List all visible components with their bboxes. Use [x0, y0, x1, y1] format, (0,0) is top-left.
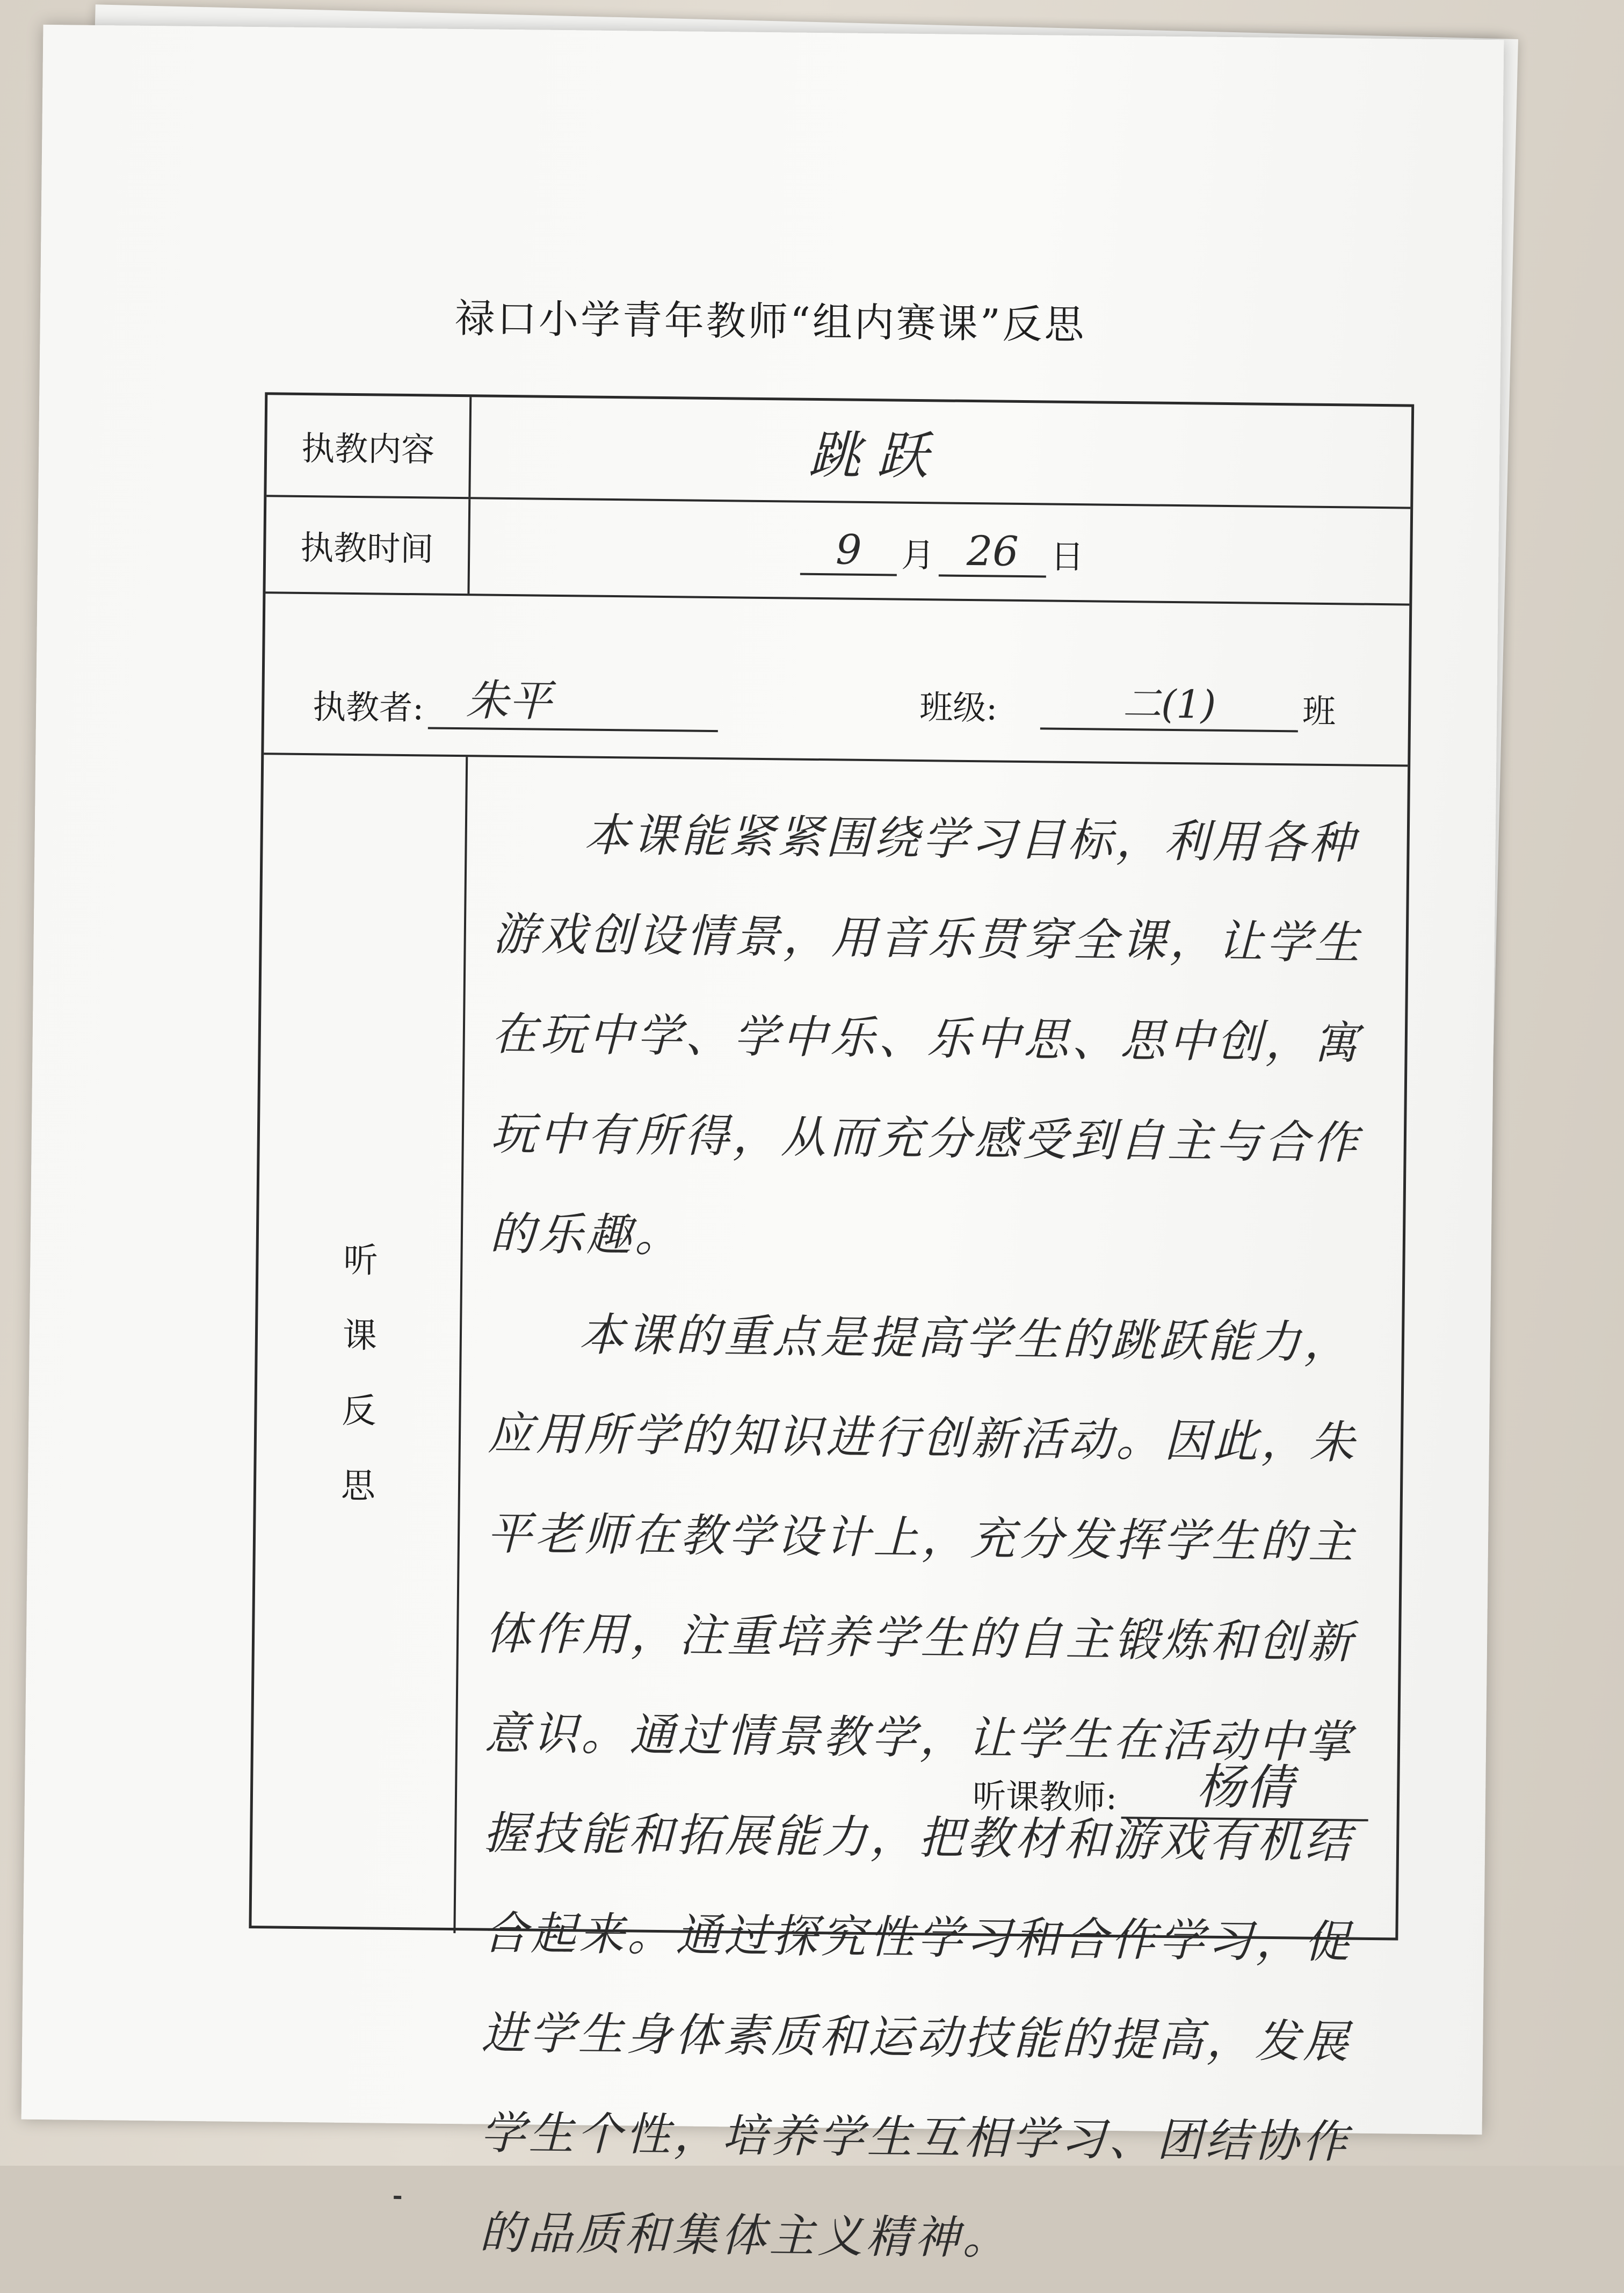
teacher-blank — [428, 665, 719, 732]
signer-field — [973, 1745, 1373, 1821]
content-value-cell — [470, 397, 1411, 507]
time-row — [265, 497, 1410, 605]
class-field — [919, 670, 1336, 733]
reflection-label-cell — [251, 755, 468, 1933]
reflection-paragraph: 本课能紧紧围绕学习目标，利用各种游戏创设情景，用音乐贯穿全课，让学生在玩中学、学中乐、乐中思、思中创，寓玩中有所得，从而充分感受到自主与合作的乐趣。 — [489, 808, 1364, 1262]
content-label: 执教内容 — [266, 395, 472, 497]
reflection-paragraph: 本课的重点是提高学生的跳跃能力，应用所学的知识进行创新活动。因此，朱平老师在教学设计上，充分发挥学生的主体作用，注重培养学生的自主锻炼和创新意识。通过情景教学，让学生在活动中掌握技能和拓展能力，把教材和游戏有机结合起来。通过探究性学习和合作学习，促进学生身体素质和运动技能的提高，发展学生个性，培养学生互相学习、团结协作的品质和集体主义精神。 — [479, 1308, 1358, 2265]
month-unit: 月 — [901, 535, 935, 575]
month-blank — [800, 525, 897, 576]
class-label: 班级: — [919, 688, 998, 728]
class-unit: 班 — [1302, 691, 1336, 732]
reflection-label — [336, 1223, 382, 1524]
time-value-cell — [469, 499, 1410, 603]
signer-blank — [1121, 1747, 1369, 1821]
content-row — [266, 395, 1411, 509]
reflection-form-sheet — [21, 25, 1504, 2265]
page-title: 禄口小学青年教师“组内赛课”反思 — [454, 295, 1087, 349]
reflection-table — [249, 392, 1414, 2265]
stray-mark — [394, 2196, 401, 2199]
teacher-field — [313, 664, 723, 732]
reflection-text — [479, 784, 1402, 2292]
reflection-label-char: 反 — [342, 1391, 376, 1431]
signer-label: 听课教师: — [972, 1776, 1118, 1817]
teacher-label: 执教者: — [312, 687, 424, 728]
date-line — [796, 525, 1084, 578]
class-blank — [1040, 671, 1299, 732]
time-label: 执教时间 — [265, 497, 470, 594]
day-blank — [939, 526, 1047, 577]
teacher-value: 朱平 — [465, 675, 552, 726]
signer-value: 杨倩 — [1196, 1759, 1294, 1817]
day-unit: 日 — [1050, 537, 1084, 576]
class-value: 二(1) — [1122, 681, 1216, 727]
reflection-label-char: 听 — [343, 1240, 378, 1281]
month-value: 9 — [835, 525, 862, 574]
content-value: 跳跃 — [808, 424, 945, 486]
reflection-label-char: 课 — [342, 1315, 378, 1356]
reflection-label-char: 思 — [340, 1466, 376, 1507]
teacher-class-row — [264, 594, 1409, 766]
day-value: 26 — [966, 526, 1019, 575]
